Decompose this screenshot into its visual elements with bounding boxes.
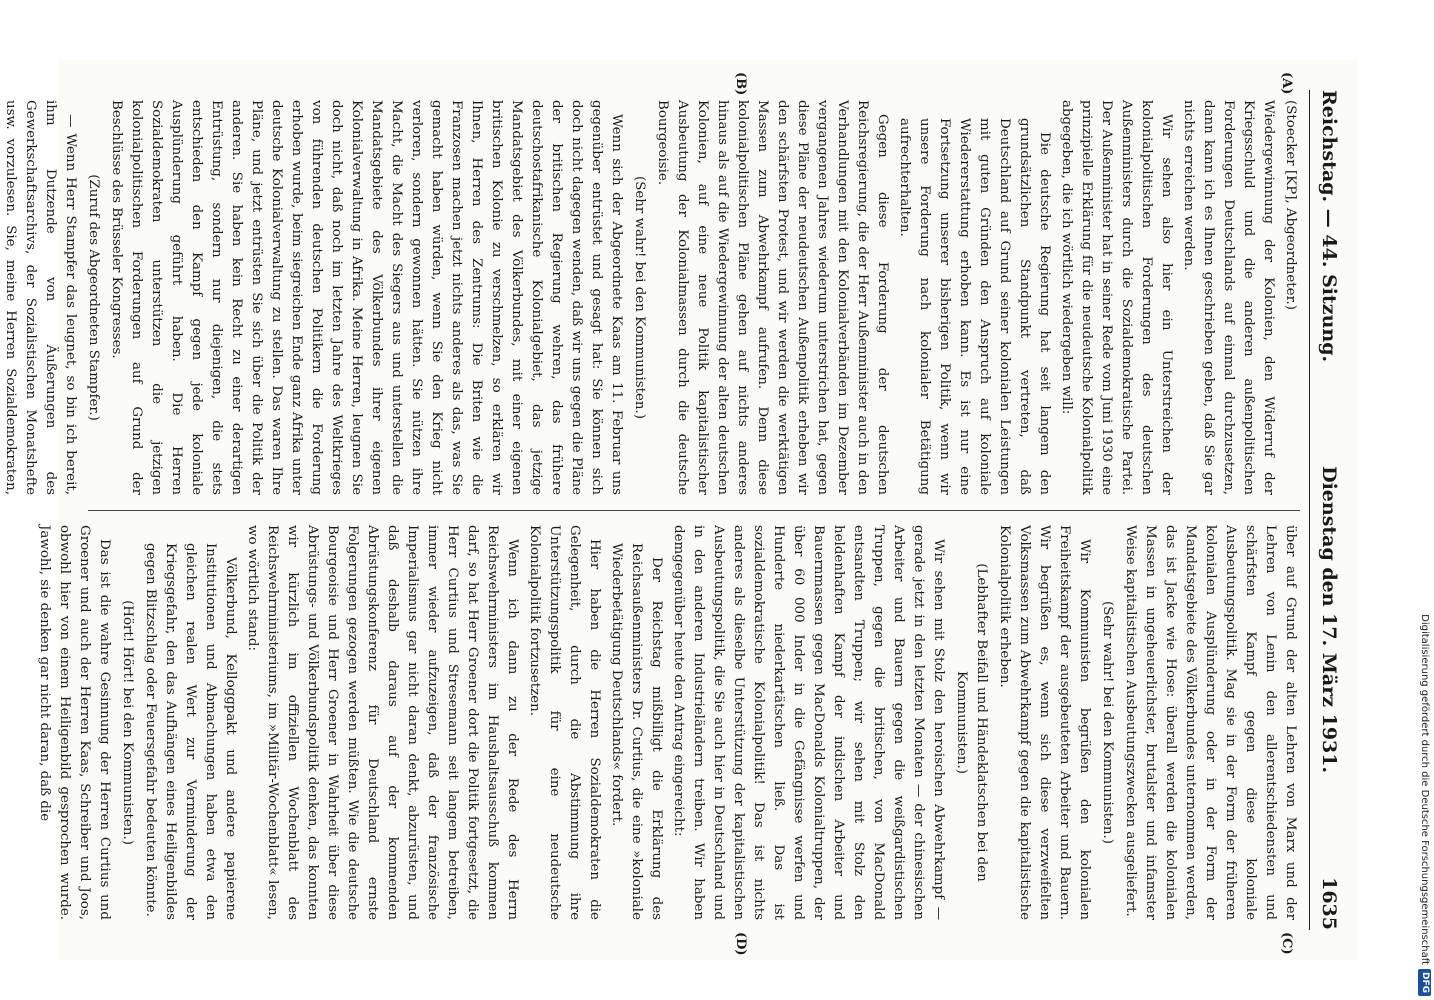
quote-paragraph: Die deutsche Regierung hat seit langem den grundsätzlichen Standpunkt vertreten, daß Deutschland auf Grund seiner kolonialen Leistungen mit guten Gründen den Anspruch auf koloniale Wiedererstattung erhoben kann. Es ist nur eine Fortsetzung unserer bisherigen Politik, wenn wir unsere Forderung nach kolonialer Betätigung aufrechterhalten. <box>897 118 1052 495</box>
paragraph: Hier haben die Herren Sozialdemokraten die Gelegenheit, durch die Abstimmung ihre Unterstützungspolitik für eine neudeutsche Kolonialpolitik fortzusetzen. <box>527 525 602 920</box>
interjection: (Hört! Hört! bei den Kommunisten.) <box>120 600 135 845</box>
page-header <box>1314 90 1344 930</box>
header-date: Dienstag den 17. März 1931. <box>1318 466 1340 774</box>
paragraph: Wenn ich dann zu der Rede des Herrn Reichswehrministers im Haushaltsausschuß kommen darf, so hat Herr Groener dort die Politik fortgesetzt, die Herr Curtius und Stresemann seit langem betreiben, immer wieder aufzuzeigen, daß der französische Imperialismus gar nicht daran denkt, abzurüsten, und daß deshalb daraus auf der kommenden Abrüstungskonferenz für Deutschland ernste Folgerungen gezogen werden müßten. Wie die deutsche Bourgeoisie und Herr Groener in Wahrheit über diese Abrüstungs- und Völkerbundspolitik denken, das konnten wir kürzlich im offiziellen Wochenblatt des Reichswehrministeriums, im »Militär-Wochenblatt« lesen, wo wörtlich stand: <box>245 525 520 920</box>
funding-note-text: Digitalisierung gefördert durch die Deutsche Forschungsgemeinschaft <box>1419 614 1431 965</box>
interjection: (Lebhafter Beifall und Händeklatschen bei den Kommunisten.) <box>954 563 989 882</box>
margin-mark-a: (A) <box>1279 72 1294 95</box>
page-number: 1635 <box>1318 877 1340 930</box>
dfg-logo: DFG <box>1419 969 1432 996</box>
interjection: (Sehr wahr! bei den Kommunisten.) <box>632 175 647 420</box>
paragraph: über auf Grund der alten Lehren von Marx und der Lehren von Lenin den allerentschiedensten und schärfsten Kampf gegen diese koloniale Ausbeutungspolitik. Mag sie in der Form der früheren kolonialen Ausplünderung oder in der Form der Mandatsgebiete des Völkerbundes unternommen werden, das ist Jacke wie Hose: überall werden die kolonialen Massen in ungeheuerlichster, brutalster und infamster Weise kapitalistischen Ausbeutungszwecken ausgeliefert. <box>1123 525 1298 920</box>
paragraph: Das ist die wahre Gesinnung der Herren Curtius und Groener und auch der Herren Kaas, Schreiber und Joos, obwohl hier von einem Heiligenbild gesprochen wurde. Jawohl, sie denken gar nicht daran, daß die <box>37 525 112 920</box>
header-rule <box>1309 90 1310 930</box>
paragraph: Wir Kommunisten begrüßen den kolonialen Freiheitskampf der ausgebeuteten Arbeiter und Bauern. Wir begrüßen es, wenn sich diese verzweifelten Volksmassen zum Abwehrkampf gegen die kapitalistische Kolonialpolitik erheben. <box>997 525 1092 920</box>
left-column <box>3 100 1300 495</box>
margin-mark-b: (B) <box>733 72 748 96</box>
paragraph: Gegen diese Forderung der deutschen Reichsregierung, die der Herr Außenminister auch in den Verhandlungen mit den Kolonialverbänden im Dezember vergangenen Jahres wiederum unterstrichen hat, gegen diese Pläne der neudeutschen Außenpolitik erheben wir den schärfsten Protest, und wir werden die werktätigen Massen zum Abwehrkampf aufrufen. Denn diese kolonialpolitischen Pläne gehen auf nichts anderes hinaus als auf die Wiedergewinnung der alten deutschen Kolonien, auf eine neue Politik kapitalistischer Ausbeutung der Kolonialmassen durch die deutsche Bourgeoisie. <box>655 100 890 495</box>
header-left: Reichstag. — 44. Sitzung. <box>1318 90 1340 363</box>
interjection: (Zuruf des Abgeordneten Stampfer.) <box>86 174 101 421</box>
paragraph: Wir sehen mit Stolz den heroischen Abwehrkampf — gerade jetzt in den letzten Monaten — der chinesischen Arbeiter und Bauern gegen die weißgardistischen Truppen, gegen die britischen, von MacDonald entsandten Truppen; wir sehen mit Stolz den heldenhaften Kampf der indischen Arbeiter und Bauernmassen gegen MacDonalds Kolonialtruppen, der über 60 000 Inder in die Gefängnisse werfen und Hunderte niederkartätschen ließ. Das ist sozialdemokratische Kolonialpolitik! Das ist nichts anderes als dieselbe Unterstützung der kapitalistischen Ausbeutungspolitik, die Sie auch hier in Deutschland und in den anderen Industrieländern treiben. Wir haben demgegenüber heute den Antrag eingereicht: <box>671 525 946 920</box>
paragraph: Wiedergewinnung der Kolonien, den Widerruf der Kriegsschuld und die anderen außenpolitischen Forderungen Deutschlands auf einmal durchzusetzen, dann kann ich es Ihnen geschrieben geben, daß Sie gar nichts erreichen werden. <box>1181 100 1276 495</box>
right-column <box>37 525 1300 920</box>
rotated-page-content <box>3 60 1358 960</box>
margin-mark-d: (D) <box>733 932 748 956</box>
scanned-page <box>3 60 1358 960</box>
column-divider <box>88 510 1300 511</box>
quote-paragraph: Der Reichstag mißbilligt die Erklärung des Reichsaußenministers Dr. Curtius, die eine »koloniale Wiederbetätigung Deutschlands« fordert. <box>609 543 664 920</box>
quote-paragraph: Völkerbund, Kelloggpakt und andere papierene Institutionen und Abmachungen haben etwa den gleichen realen Wert zur Verminderung der Kriegsgefahr, den das Aufhängen eines Heiligenbildes gegen Blitzschlag oder Feuersgefahr bedeuten könnte. <box>143 543 238 920</box>
paragraph: — Wenn Herr Stampfer das leugnet, so bin ich bereit, ihm Dutzende von Äußerungen des Gewerkschaftsarchivs, der Sozialistischen Monatshefte usw. vorzulesen. Sie, meine Herren Sozialdemokraten, <box>3 100 78 495</box>
interjection: (Sehr wahr! bei den Kommunisten.) <box>1100 600 1115 845</box>
paragraph: Wenn sich der Abgeordnete Kaas am 11. Februar uns gegenüber entrüstet und gesagt hat: Sie können sich doch nicht dagegen wenden, daß wir uns gegen die Pläne der britischen Regierung wehren, das frühere deutschostafrikanische Kolonialgebiet, das jetzige Mandatsgebiet des Völkerbundes, mit einer eigenen britischen Kolonie zu verschmelzen, so erklären wir Ihnen, Herren des Zentrums: Die Briten wie die Franzosen machen jetzt nichts anderes als das, was Sie gemacht haben würden, wenn Sie den Krieg nicht verloren, sondern gewonnen hätten. Sie nützen ihre Macht, die Macht des Siegers aus und unterstellen die Mandatsgebiete des Völkerbundes ihrer eigenen Kolonialverwaltung in Afrika. Meine Herren, leugnen Sie doch nicht, daß noch im letzten Jahre des Weltkrieges von führenden deutschen Politikern die Forderung erhoben wurde, beim siegreichen Ende ganz Afrika unter deutsche Kolonialverwaltung zu stellen. Das waren Ihre Pläne, und jetzt entrüsten Sie sich über die Politik der anderen. Sie haben kein Recht zu einer derartigen Entrüstung, sondern nur diejenigen, die stets entschieden den Kampf gegen jede koloniale Ausplünderung geführt haben. Die Herren Sozialdemokraten unterstützen die jetzigen kolonialpolitischen Forderungen auf Grund der Beschlüsse des Brüsseler Kongresses. <box>109 100 624 495</box>
paragraph: Wir sehen also hier ein Unterstreichen der kolonialpolitischen Forderungen des deutschen Außenministers durch die Sozialdemokratische Partei. Der Außenminister hat in seiner Rede vom Juni 1930 eine prinzipielle Erklärung für die neudeutsche Kolonialpolitik abgegeben, die ich wörtlich wiedergeben will: <box>1059 100 1174 495</box>
margin-mark-c: (C) <box>1279 932 1294 955</box>
speaker-line: (Stoecker [KP], Abgeordneter.) <box>1283 100 1298 310</box>
funding-note <box>1418 6 1432 996</box>
